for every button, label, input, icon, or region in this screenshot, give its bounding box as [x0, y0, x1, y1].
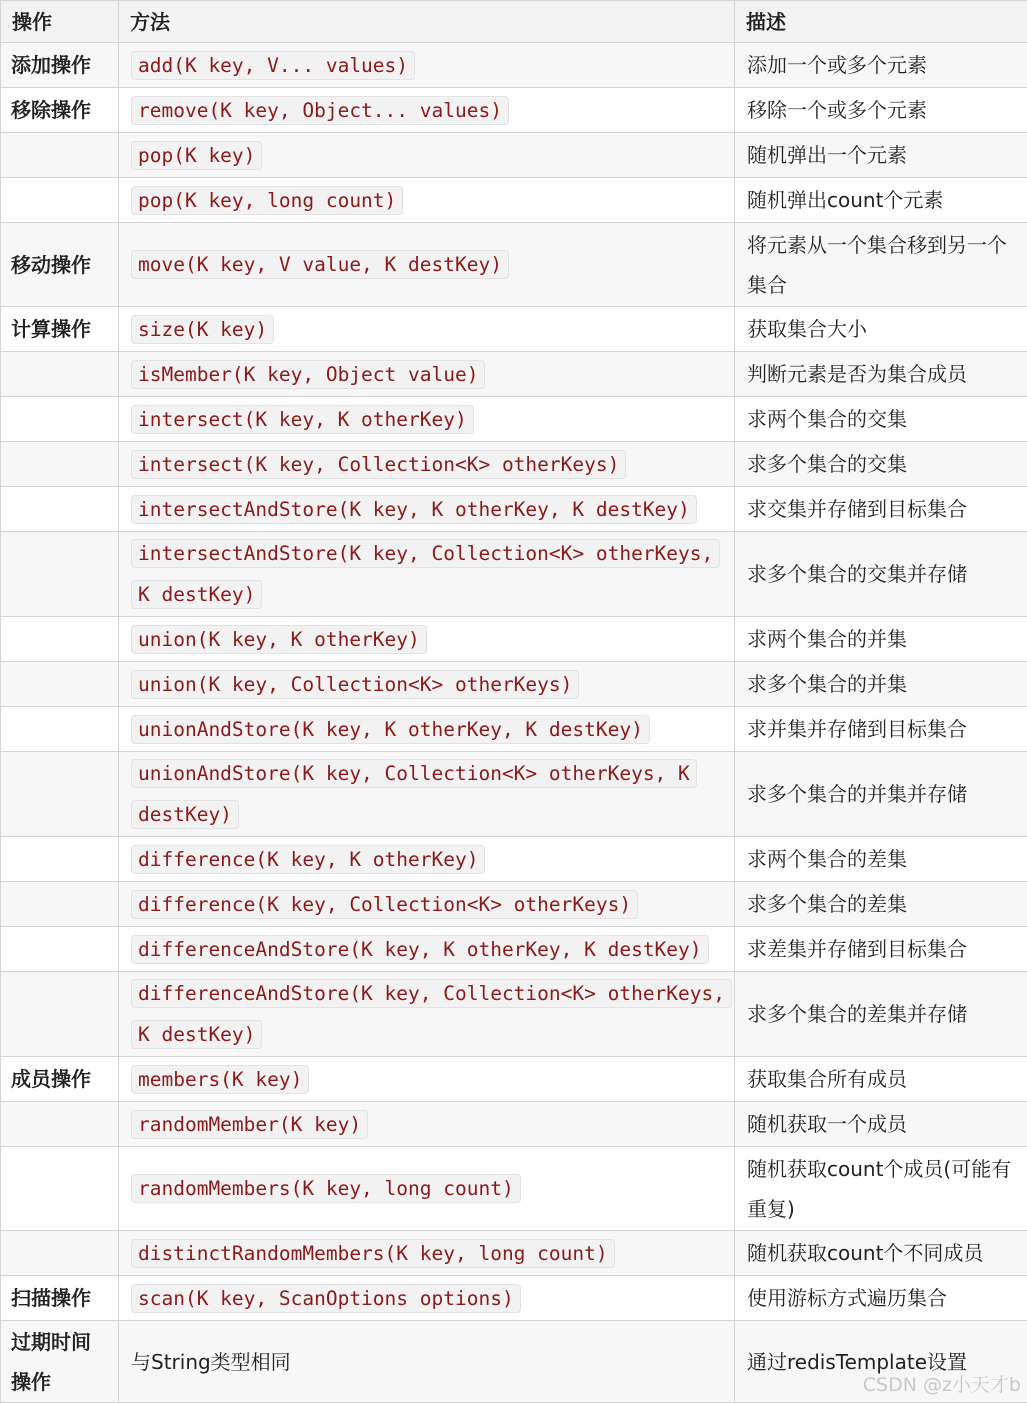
row-category: [1, 487, 119, 532]
method-code: unionAndStore(K key, K otherKey, K destKey): [131, 715, 650, 744]
row-method: [119, 752, 735, 837]
row-category: [1, 707, 119, 752]
row-method: [119, 1276, 735, 1321]
method-code: pop(K key): [131, 141, 262, 170]
method-code: move(K key, V value, K destKey): [131, 250, 509, 279]
row-category: [1, 352, 119, 397]
header-description: 描述: [735, 1, 1027, 43]
row-method: [119, 442, 735, 487]
row-method: [119, 927, 735, 972]
table-row: [1, 927, 1027, 972]
row-category: 扫描操作: [1, 1276, 119, 1321]
table-row: [1, 352, 1027, 397]
table-row: [1, 487, 1027, 532]
row-description: 将元素从一个集合移到另一个集合: [735, 223, 1027, 307]
table-row: [1, 617, 1027, 662]
row-description: 随机弹出count个元素: [735, 178, 1027, 223]
row-description: 随机获取一个成员: [735, 1102, 1027, 1147]
method-code: add(K key, V... values): [131, 51, 415, 80]
table-row: [1, 43, 1027, 88]
row-category: [1, 532, 119, 617]
method-code: intersect(K key, Collection<K> otherKeys): [131, 450, 626, 479]
row-description: 求交集并存储到目标集合: [735, 487, 1027, 532]
row-description: 通过redisTemplate设置: [735, 1321, 1027, 1403]
table-row: [1, 1102, 1027, 1147]
row-category: 过期时间操作: [1, 1321, 119, 1403]
row-description: 使用游标方式遍历集合: [735, 1276, 1027, 1321]
table-row: [1, 1057, 1027, 1102]
row-description: 判断元素是否为集合成员: [735, 352, 1027, 397]
row-method: [119, 1231, 735, 1276]
method-code: members(K key): [131, 1065, 309, 1094]
row-method: [119, 1057, 735, 1102]
method-code: difference(K key, Collection<K> otherKeys): [131, 890, 638, 919]
row-method: [119, 662, 735, 707]
method-code: size(K key): [131, 315, 274, 344]
method-code: difference(K key, K otherKey): [131, 845, 485, 874]
row-category: 成员操作: [1, 1057, 119, 1102]
row-category: [1, 837, 119, 882]
table-row: [1, 1231, 1027, 1276]
row-method: [119, 133, 735, 178]
row-category: [1, 397, 119, 442]
row-method: [119, 972, 735, 1057]
table-row: [1, 397, 1027, 442]
row-method: [119, 707, 735, 752]
method-code: intersectAndStore(K key, Collection<K> otherKeys, K destKey): [131, 539, 720, 609]
row-description: 随机获取count个成员(可能有重复): [735, 1147, 1027, 1231]
row-method: [119, 1102, 735, 1147]
row-description: 求两个集合的差集: [735, 837, 1027, 882]
row-description: 求两个集合的交集: [735, 397, 1027, 442]
row-description: 求多个集合的差集并存储: [735, 972, 1027, 1057]
row-category: [1, 178, 119, 223]
row-category: [1, 972, 119, 1057]
row-category: [1, 1231, 119, 1276]
row-method: [119, 397, 735, 442]
row-category: 移动操作: [1, 223, 119, 307]
row-category: [1, 752, 119, 837]
method-code: union(K key, K otherKey): [131, 625, 427, 654]
row-category: [1, 133, 119, 178]
method-code: isMember(K key, Object value): [131, 360, 485, 389]
row-method: [119, 178, 735, 223]
row-description: 求多个集合的并集并存储: [735, 752, 1027, 837]
row-method: [119, 617, 735, 662]
row-description: 求并集并存储到目标集合: [735, 707, 1027, 752]
row-description: 获取集合所有成员: [735, 1057, 1027, 1102]
row-description: 随机弹出一个元素: [735, 133, 1027, 178]
table-header-row: [1, 1, 1027, 43]
method-code: randomMember(K key): [131, 1110, 368, 1139]
table-row: [1, 1147, 1027, 1231]
row-method: [119, 487, 735, 532]
method-code: intersectAndStore(K key, K otherKey, K destKey): [131, 495, 697, 524]
method-code: differenceAndStore(K key, K otherKey, K destKey): [131, 935, 709, 964]
row-category: [1, 1102, 119, 1147]
method-code: intersect(K key, K otherKey): [131, 405, 474, 434]
row-method: [119, 223, 735, 307]
row-category: 计算操作: [1, 307, 119, 352]
row-category: 添加操作: [1, 43, 119, 88]
row-method: [119, 1147, 735, 1231]
row-category: [1, 442, 119, 487]
row-category: 移除操作: [1, 88, 119, 133]
method-code: differenceAndStore(K key, Collection<K> otherKeys, K destKey): [131, 979, 732, 1049]
row-method: [119, 1321, 735, 1403]
row-description: 求两个集合的并集: [735, 617, 1027, 662]
row-category: [1, 927, 119, 972]
header-operation: 操作: [1, 1, 119, 43]
table-row: [1, 223, 1027, 307]
method-code: remove(K key, Object... values): [131, 96, 509, 125]
row-description: 求多个集合的交集: [735, 442, 1027, 487]
table-row: [1, 88, 1027, 133]
method-code: distinctRandomMembers(K key, long count): [131, 1239, 615, 1268]
row-category: [1, 882, 119, 927]
table-row: [1, 882, 1027, 927]
row-method: [119, 43, 735, 88]
row-category: [1, 662, 119, 707]
row-category: [1, 617, 119, 662]
row-method: [119, 882, 735, 927]
table-row: [1, 1276, 1027, 1321]
row-method: [119, 88, 735, 133]
row-description: 求多个集合的并集: [735, 662, 1027, 707]
table-row: [1, 307, 1027, 352]
row-description: 添加一个或多个元素: [735, 43, 1027, 88]
row-description: 求多个集合的交集并存储: [735, 532, 1027, 617]
table-row: [1, 707, 1027, 752]
row-method: [119, 307, 735, 352]
watermark: CSDN @z小天才b: [863, 1370, 1021, 1397]
row-method: [119, 352, 735, 397]
row-category: [1, 1147, 119, 1231]
header-method: 方法: [119, 1, 735, 43]
table-row: [1, 662, 1027, 707]
table-row: [1, 442, 1027, 487]
table-row: [1, 837, 1027, 882]
method-code: pop(K key, long count): [131, 186, 403, 215]
table-row: [1, 133, 1027, 178]
table-row: [1, 532, 1027, 617]
row-description: 移除一个或多个元素: [735, 88, 1027, 133]
row-description: 随机获取count个不同成员: [735, 1231, 1027, 1276]
row-method: [119, 532, 735, 617]
method-code: union(K key, Collection<K> otherKeys): [131, 670, 579, 699]
method-code: unionAndStore(K key, Collection<K> otherKeys, K destKey): [131, 759, 697, 829]
table-row: [1, 178, 1027, 223]
row-method: [119, 837, 735, 882]
row-description: 求多个集合的差集: [735, 882, 1027, 927]
method-plain-text: 与String类型相同: [131, 1350, 291, 1374]
row-description: 获取集合大小: [735, 307, 1027, 352]
row-description: 求差集并存储到目标集合: [735, 927, 1027, 972]
table-row: [1, 972, 1027, 1057]
table-row: [1, 752, 1027, 837]
method-code: randomMembers(K key, long count): [131, 1174, 521, 1203]
method-code: scan(K key, ScanOptions options): [131, 1284, 521, 1313]
